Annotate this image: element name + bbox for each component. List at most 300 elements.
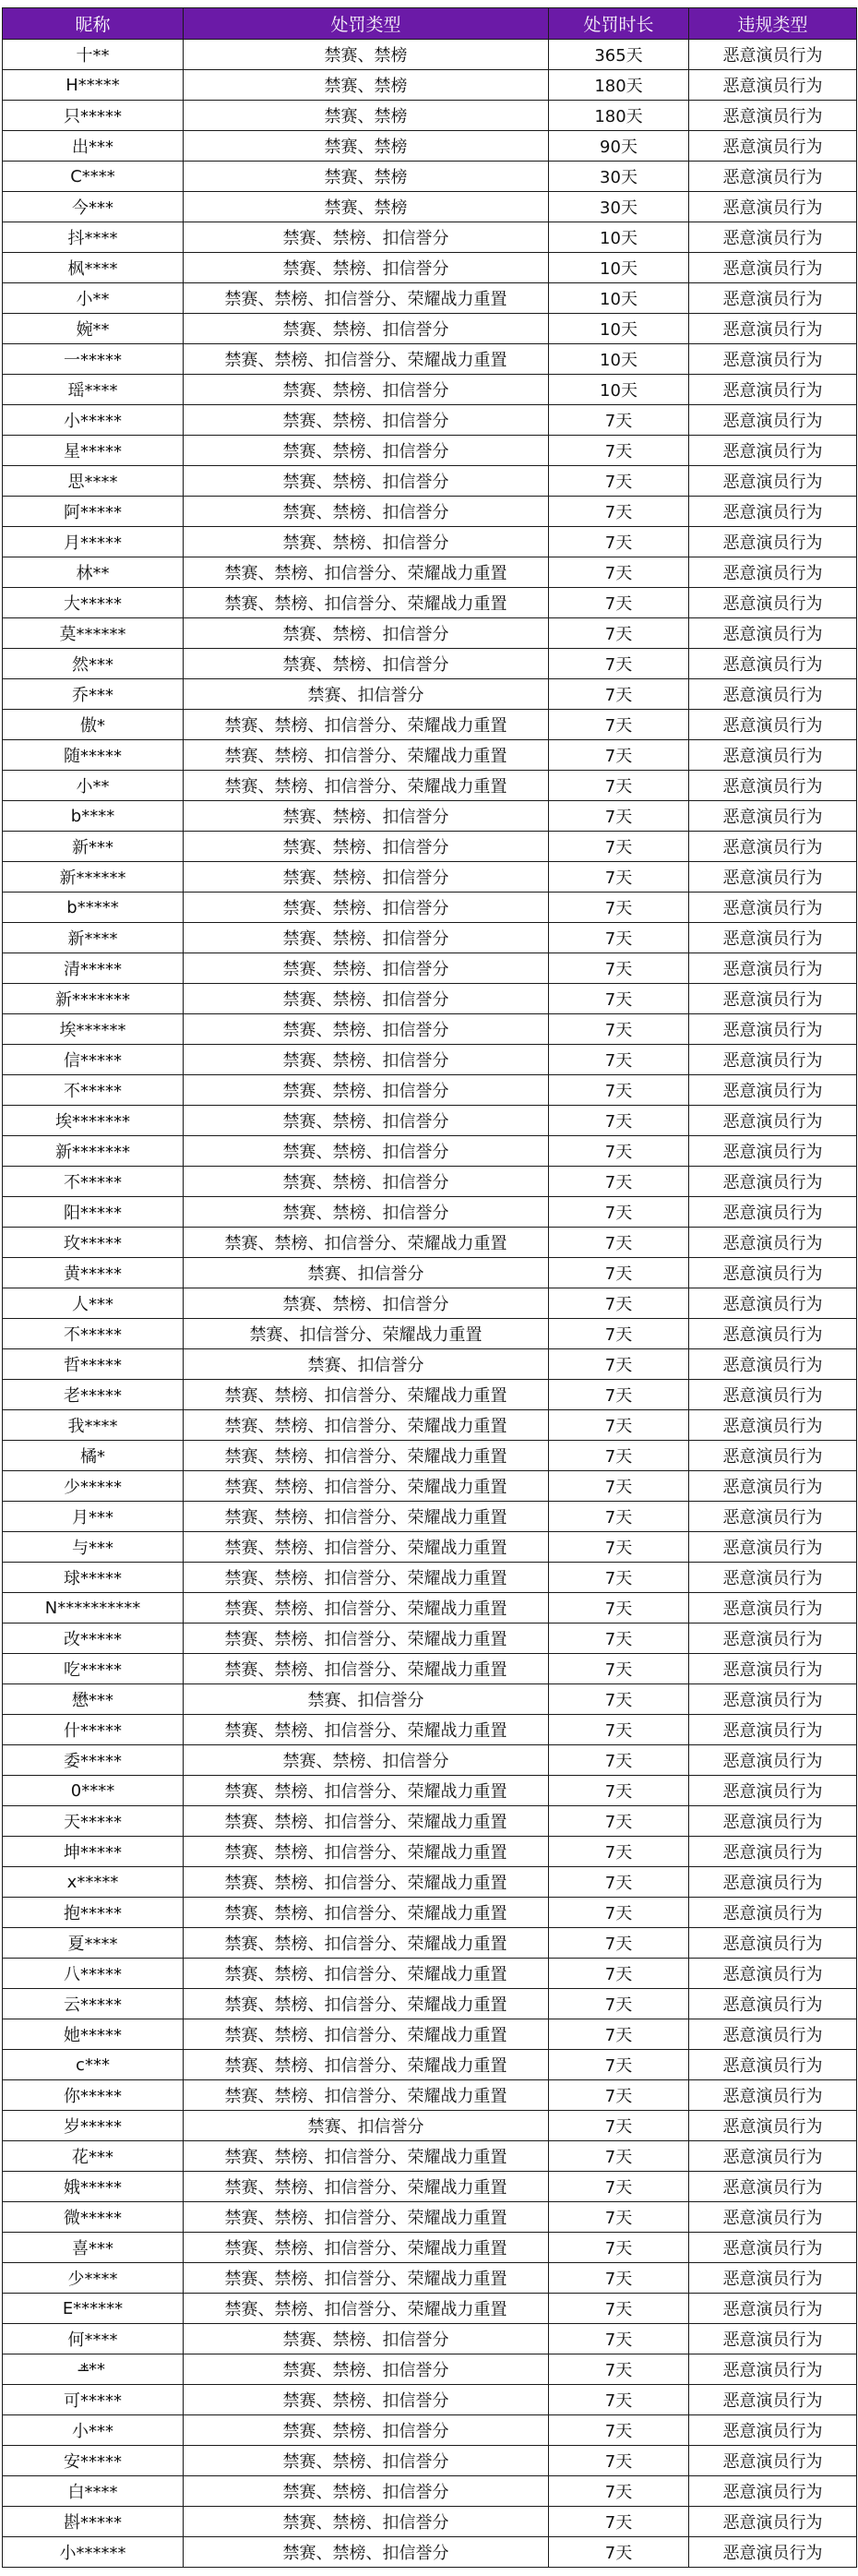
- cell-violation-type: 恶意演员行为: [689, 2111, 857, 2141]
- table-row: [3, 1136, 857, 1167]
- cell-penalty-type: 禁赛、禁榜、扣信誉分、荣耀战力重置: [184, 344, 549, 375]
- cell-penalty-type: 禁赛、禁榜、扣信誉分: [184, 801, 549, 832]
- table-row: [3, 2294, 857, 2324]
- cell-penalty-duration: 7天: [549, 2233, 689, 2263]
- cell-penalty-type: 禁赛、禁榜、扣信誉分、荣耀战力重置: [184, 2050, 549, 2080]
- cell-violation-type: 恶意演员行为: [689, 101, 857, 131]
- cell-violation-type: 恶意演员行为: [689, 2263, 857, 2294]
- cell-penalty-type: 禁赛、禁榜、扣信誉分、荣耀战力重置: [184, 2263, 549, 2294]
- table-row: [3, 375, 857, 405]
- cell-violation-type: 恶意演员行为: [689, 2019, 857, 2050]
- cell-penalty-duration: 180天: [549, 70, 689, 101]
- cell-violation-type: 恶意演员行为: [689, 771, 857, 801]
- cell-penalty-duration: 7天: [549, 2263, 689, 2294]
- cell-nickname: C****: [3, 162, 184, 192]
- table-row: [3, 832, 857, 862]
- cell-violation-type: 恶意演员行为: [689, 436, 857, 466]
- table-row: [3, 314, 857, 344]
- cell-nickname: 清*****: [3, 953, 184, 984]
- cell-nickname: 我****: [3, 1410, 184, 1441]
- cell-violation-type: 恶意演员行为: [689, 557, 857, 588]
- cell-violation-type: 恶意演员行为: [689, 1989, 857, 2019]
- cell-penalty-type: 禁赛、禁榜、扣信誉分: [184, 253, 549, 283]
- table-row: [3, 740, 857, 771]
- cell-violation-type: 恶意演员行为: [689, 740, 857, 771]
- cell-penalty-type: 禁赛、禁榜、扣信誉分: [184, 1075, 549, 1106]
- cell-nickname: x*****: [3, 1867, 184, 1898]
- cell-violation-type: 恶意演员行为: [689, 1258, 857, 1288]
- cell-nickname: 橘*: [3, 1441, 184, 1471]
- cell-penalty-duration: 7天: [549, 2019, 689, 2050]
- cell-nickname: 斟*****: [3, 2507, 184, 2537]
- cell-nickname: 人***: [3, 1288, 184, 1319]
- cell-violation-type: 恶意演员行为: [689, 1167, 857, 1197]
- cell-penalty-type: 禁赛、禁榜、扣信誉分、荣耀战力重置: [184, 1380, 549, 1410]
- cell-penalty-type: 禁赛、禁榜、扣信誉分、荣耀战力重置: [184, 1593, 549, 1623]
- cell-penalty-duration: 7天: [549, 923, 689, 953]
- cell-nickname: 懋***: [3, 1684, 184, 1715]
- cell-violation-type: 恶意演员行为: [689, 131, 857, 162]
- cell-penalty-type: 禁赛、禁榜、扣信誉分: [184, 2507, 549, 2537]
- cell-penalty-duration: 7天: [549, 771, 689, 801]
- table-row: [3, 1563, 857, 1593]
- cell-nickname: 微*****: [3, 2202, 184, 2233]
- cell-penalty-duration: 7天: [549, 2324, 689, 2354]
- table-row: [3, 1228, 857, 1258]
- table-row: [3, 2233, 857, 2263]
- cell-violation-type: 恶意演员行为: [689, 1136, 857, 1167]
- cell-nickname: 月***: [3, 1502, 184, 1532]
- table-row: [3, 101, 857, 131]
- cell-penalty-duration: 7天: [549, 2385, 689, 2415]
- table-row: [3, 1989, 857, 2019]
- cell-penalty-duration: 7天: [549, 2354, 689, 2385]
- table-row: [3, 1532, 857, 1563]
- table-row: [3, 649, 857, 679]
- cell-penalty-duration: 7天: [549, 862, 689, 893]
- cell-penalty-type: 禁赛、禁榜、扣信誉分、荣耀战力重置: [184, 1837, 549, 1867]
- cell-violation-type: 恶意演员行为: [689, 1745, 857, 1776]
- cell-penalty-duration: 7天: [549, 1319, 689, 1349]
- cell-penalty-duration: 7天: [549, 1928, 689, 1959]
- cell-penalty-duration: 7天: [549, 1806, 689, 1837]
- cell-penalty-type: 禁赛、禁榜、扣信誉分、荣耀战力重置: [184, 1867, 549, 1898]
- table-row: [3, 2080, 857, 2111]
- cell-penalty-duration: 7天: [549, 405, 689, 436]
- cell-penalty-duration: 10天: [549, 222, 689, 253]
- cell-nickname: 小**: [3, 283, 184, 314]
- cell-penalty-type: 禁赛、禁榜、扣信誉分: [184, 923, 549, 953]
- cell-violation-type: 恶意演员行为: [689, 1471, 857, 1502]
- table-row: [3, 344, 857, 375]
- cell-violation-type: 恶意演员行为: [689, 2354, 857, 2385]
- cell-penalty-duration: 7天: [549, 832, 689, 862]
- cell-nickname: 0****: [3, 1776, 184, 1806]
- table-row: [3, 1502, 857, 1532]
- table-row: [3, 1349, 857, 1380]
- cell-nickname: 吃*****: [3, 1654, 184, 1684]
- cell-violation-type: 恶意演员行为: [689, 2141, 857, 2172]
- cell-penalty-duration: 7天: [549, 2537, 689, 2568]
- table-row: [3, 1471, 857, 1502]
- cell-nickname: 瑶****: [3, 375, 184, 405]
- cell-penalty-type: 禁赛、禁榜、扣信誉分、荣耀战力重置: [184, 771, 549, 801]
- table-row: [3, 405, 857, 436]
- cell-nickname: 只*****: [3, 101, 184, 131]
- table-row: [3, 2415, 857, 2446]
- cell-penalty-duration: 7天: [549, 2141, 689, 2172]
- table-row: [3, 1745, 857, 1776]
- cell-penalty-type: 禁赛、禁榜、扣信誉分: [184, 2415, 549, 2446]
- cell-nickname: N**********: [3, 1593, 184, 1623]
- table-row: [3, 1441, 857, 1471]
- cell-violation-type: 恶意演员行为: [689, 801, 857, 832]
- cell-penalty-type: 禁赛、禁榜、扣信誉分: [184, 2476, 549, 2507]
- cell-violation-type: 恶意演员行为: [689, 1623, 857, 1654]
- cell-nickname: 林**: [3, 557, 184, 588]
- cell-penalty-duration: 7天: [549, 710, 689, 740]
- table-row: [3, 2324, 857, 2354]
- table-row: [3, 710, 857, 740]
- table-row: [3, 2446, 857, 2476]
- cell-penalty-duration: 7天: [549, 2507, 689, 2537]
- table-row: [3, 1319, 857, 1349]
- cell-nickname: 她*****: [3, 2019, 184, 2050]
- cell-nickname: 新****: [3, 923, 184, 953]
- cell-penalty-duration: 7天: [549, 588, 689, 618]
- cell-penalty-duration: 7天: [549, 1502, 689, 1532]
- cell-penalty-type: 禁赛、禁榜、扣信誉分: [184, 2354, 549, 2385]
- cell-penalty-type: 禁赛、禁榜、扣信誉分: [184, 1167, 549, 1197]
- cell-penalty-type: 禁赛、禁榜、扣信誉分: [184, 862, 549, 893]
- cell-nickname: 安*****: [3, 2446, 184, 2476]
- cell-nickname: b****: [3, 801, 184, 832]
- cell-violation-type: 恶意演员行为: [689, 679, 857, 710]
- cell-penalty-duration: 7天: [549, 497, 689, 527]
- table-row: [3, 1014, 857, 1045]
- cell-nickname: 玫*****: [3, 1228, 184, 1258]
- cell-penalty-type: 禁赛、禁榜、扣信誉分、荣耀战力重置: [184, 740, 549, 771]
- cell-nickname: 埃*******: [3, 1106, 184, 1136]
- cell-nickname: 出***: [3, 131, 184, 162]
- cell-penalty-type: 禁赛、禁榜、扣信誉分、荣耀战力重置: [184, 1563, 549, 1593]
- cell-penalty-type: 禁赛、禁榜、扣信誉分、荣耀战力重置: [184, 1502, 549, 1532]
- cell-violation-type: 恶意演员行为: [689, 588, 857, 618]
- cell-violation-type: 恶意演员行为: [689, 2080, 857, 2111]
- cell-violation-type: 恶意演员行为: [689, 1776, 857, 1806]
- cell-nickname: 少****: [3, 2263, 184, 2294]
- cell-penalty-type: 禁赛、禁榜、扣信誉分、荣耀战力重置: [184, 283, 549, 314]
- cell-violation-type: 恶意演员行为: [689, 923, 857, 953]
- cell-nickname: b*****: [3, 893, 184, 923]
- table-row: [3, 557, 857, 588]
- cell-violation-type: 恶意演员行为: [689, 344, 857, 375]
- cell-violation-type: 恶意演员行为: [689, 1045, 857, 1075]
- cell-penalty-type: 禁赛、禁榜、扣信誉分、荣耀战力重置: [184, 710, 549, 740]
- cell-penalty-type: 禁赛、扣信誉分: [184, 1684, 549, 1715]
- table-row: [3, 436, 857, 466]
- table-row: [3, 2354, 857, 2385]
- cell-penalty-type: 禁赛、禁榜、扣信誉分: [184, 984, 549, 1014]
- cell-violation-type: 恶意演员行为: [689, 497, 857, 527]
- cell-penalty-duration: 7天: [549, 1228, 689, 1258]
- cell-penalty-duration: 7天: [549, 1349, 689, 1380]
- cell-violation-type: 恶意演员行为: [689, 618, 857, 649]
- cell-penalty-type: 禁赛、禁榜、扣信誉分、荣耀战力重置: [184, 1989, 549, 2019]
- cell-violation-type: 恶意演员行为: [689, 222, 857, 253]
- cell-violation-type: 恶意演员行为: [689, 253, 857, 283]
- cell-nickname: 随*****: [3, 740, 184, 771]
- cell-penalty-duration: 7天: [549, 1167, 689, 1197]
- penalty-table: [2, 7, 857, 2568]
- cell-nickname: 信*****: [3, 1045, 184, 1075]
- cell-penalty-type: 禁赛、禁榜、扣信誉分、荣耀战力重置: [184, 1806, 549, 1837]
- cell-penalty-type: 禁赛、禁榜、扣信誉分: [184, 2537, 549, 2568]
- cell-nickname: 一*****: [3, 344, 184, 375]
- cell-penalty-duration: 180天: [549, 101, 689, 131]
- cell-violation-type: 恶意演员行为: [689, 1806, 857, 1837]
- cell-nickname: 阳*****: [3, 1197, 184, 1228]
- cell-violation-type: 恶意演员行为: [689, 1288, 857, 1319]
- cell-violation-type: 恶意演员行为: [689, 649, 857, 679]
- table-row: [3, 1715, 857, 1745]
- cell-penalty-type: 禁赛、扣信誉分: [184, 1258, 549, 1288]
- cell-nickname: 埃******: [3, 1014, 184, 1045]
- cell-nickname: 老*****: [3, 1380, 184, 1410]
- table-row: [3, 801, 857, 832]
- cell-violation-type: 恶意演员行为: [689, 192, 857, 222]
- table-row: [3, 618, 857, 649]
- cell-penalty-type: 禁赛、扣信誉分、荣耀战力重置: [184, 1319, 549, 1349]
- cell-violation-type: 恶意演员行为: [689, 2507, 857, 2537]
- table-row: [3, 1928, 857, 1959]
- cell-nickname: 不*****: [3, 1319, 184, 1349]
- table-row: [3, 2263, 857, 2294]
- cell-penalty-duration: 7天: [549, 1410, 689, 1441]
- cell-violation-type: 恶意演员行为: [689, 1715, 857, 1745]
- header-row: [3, 8, 857, 40]
- table-row: [3, 1075, 857, 1106]
- table-row: [3, 1898, 857, 1928]
- cell-penalty-duration: 7天: [549, 618, 689, 649]
- table-row: [3, 2507, 857, 2537]
- cell-nickname: 夏****: [3, 1928, 184, 1959]
- cell-penalty-type: 禁赛、禁榜、扣信誉分、荣耀战力重置: [184, 588, 549, 618]
- cell-violation-type: 恶意演员行为: [689, 1319, 857, 1349]
- cell-violation-type: 恶意演员行为: [689, 1502, 857, 1532]
- cell-violation-type: 恶意演员行为: [689, 1075, 857, 1106]
- cell-penalty-duration: 7天: [549, 1014, 689, 1045]
- cell-nickname: 新******: [3, 862, 184, 893]
- cell-penalty-duration: 7天: [549, 953, 689, 984]
- cell-violation-type: 恶意演员行为: [689, 1928, 857, 1959]
- cell-penalty-duration: 7天: [549, 1532, 689, 1563]
- cell-penalty-type: 禁赛、扣信誉分: [184, 1349, 549, 1380]
- cell-violation-type: 恶意演员行为: [689, 1593, 857, 1623]
- table-row: [3, 527, 857, 557]
- table-row: [3, 253, 857, 283]
- cell-penalty-type: 禁赛、禁榜、扣信誉分、荣耀战力重置: [184, 1471, 549, 1502]
- table-row: [3, 984, 857, 1014]
- cell-penalty-duration: 7天: [549, 649, 689, 679]
- table-row: [3, 2385, 857, 2415]
- cell-penalty-duration: 7天: [549, 1837, 689, 1867]
- cell-penalty-type: 禁赛、禁榜、扣信誉分、荣耀战力重置: [184, 1928, 549, 1959]
- cell-nickname: 八*****: [3, 1959, 184, 1989]
- cell-violation-type: 恶意演员行为: [689, 2202, 857, 2233]
- cell-penalty-type: 禁赛、禁榜、扣信誉分: [184, 2324, 549, 2354]
- cell-nickname: 抖****: [3, 222, 184, 253]
- cell-penalty-duration: 7天: [549, 1745, 689, 1776]
- table-row: [3, 2019, 857, 2050]
- cell-violation-type: 恶意演员行为: [689, 2050, 857, 2080]
- cell-penalty-type: 禁赛、禁榜、扣信誉分、荣耀战力重置: [184, 2202, 549, 2233]
- cell-nickname: 大*****: [3, 588, 184, 618]
- table-row: [3, 679, 857, 710]
- cell-penalty-type: 禁赛、禁榜: [184, 162, 549, 192]
- cell-penalty-type: 禁赛、禁榜、扣信誉分、荣耀战力重置: [184, 1959, 549, 1989]
- cell-penalty-type: 禁赛、禁榜、扣信誉分: [184, 1014, 549, 1045]
- cell-nickname: E******: [3, 2294, 184, 2324]
- table-row: [3, 497, 857, 527]
- cell-violation-type: 恶意演员行为: [689, 2537, 857, 2568]
- cell-penalty-duration: 10天: [549, 344, 689, 375]
- cell-penalty-duration: 7天: [549, 1380, 689, 1410]
- table-row: [3, 131, 857, 162]
- cell-penalty-type: 禁赛、禁榜、扣信誉分、荣耀战力重置: [184, 1898, 549, 1928]
- cell-violation-type: 恶意演员行为: [689, 1197, 857, 1228]
- cell-penalty-duration: 7天: [549, 1075, 689, 1106]
- cell-penalty-duration: 7天: [549, 1867, 689, 1898]
- cell-nickname: 新*******: [3, 984, 184, 1014]
- cell-nickname: 白****: [3, 2476, 184, 2507]
- table-row: [3, 862, 857, 893]
- table-row: [3, 1045, 857, 1075]
- cell-violation-type: 恶意演员行为: [689, 1349, 857, 1380]
- cell-penalty-type: 禁赛、禁榜、扣信誉分、荣耀战力重置: [184, 2141, 549, 2172]
- cell-violation-type: 恶意演员行为: [689, 2294, 857, 2324]
- cell-penalty-duration: 7天: [549, 1593, 689, 1623]
- cell-penalty-type: 禁赛、禁榜、扣信誉分: [184, 527, 549, 557]
- cell-penalty-duration: 7天: [549, 801, 689, 832]
- cell-penalty-duration: 7天: [549, 740, 689, 771]
- cell-penalty-duration: 7天: [549, 1441, 689, 1471]
- cell-penalty-type: 禁赛、禁榜: [184, 131, 549, 162]
- cell-violation-type: 恶意演员行为: [689, 1106, 857, 1136]
- cell-penalty-duration: 7天: [549, 1106, 689, 1136]
- cell-penalty-duration: 7天: [549, 2294, 689, 2324]
- table-row: [3, 1806, 857, 1837]
- cell-penalty-duration: 7天: [549, 2172, 689, 2202]
- table-row: [3, 1197, 857, 1228]
- cell-nickname: 傲*: [3, 710, 184, 740]
- cell-penalty-type: 禁赛、禁榜、扣信誉分: [184, 436, 549, 466]
- cell-penalty-type: 禁赛、禁榜、扣信誉分、荣耀战力重置: [184, 1776, 549, 1806]
- table-row: [3, 1867, 857, 1898]
- cell-nickname: 乔***: [3, 679, 184, 710]
- cell-penalty-type: 禁赛、禁榜、扣信誉分、荣耀战力重置: [184, 1654, 549, 1684]
- table-row: [3, 923, 857, 953]
- cell-nickname: 喜***: [3, 2233, 184, 2263]
- cell-penalty-duration: 7天: [549, 557, 689, 588]
- cell-violation-type: 恶意演员行为: [689, 1898, 857, 1928]
- cell-nickname: 委*****: [3, 1745, 184, 1776]
- cell-nickname: 今***: [3, 192, 184, 222]
- cell-nickname: 球*****: [3, 1563, 184, 1593]
- table-row: [3, 1106, 857, 1136]
- cell-penalty-duration: 7天: [549, 436, 689, 466]
- cell-penalty-type: 禁赛、禁榜、扣信誉分、荣耀战力重置: [184, 1623, 549, 1654]
- cell-penalty-duration: 7天: [549, 2415, 689, 2446]
- cell-penalty-duration: 30天: [549, 162, 689, 192]
- cell-nickname: 坤*****: [3, 1837, 184, 1867]
- cell-nickname: 与***: [3, 1532, 184, 1563]
- table-row: [3, 953, 857, 984]
- table-row: [3, 2476, 857, 2507]
- cell-penalty-duration: 7天: [549, 1898, 689, 1928]
- cell-nickname: 花***: [3, 2141, 184, 2172]
- table-row: [3, 2202, 857, 2233]
- table-row: [3, 162, 857, 192]
- cell-penalty-type: 禁赛、禁榜、扣信誉分、荣耀战力重置: [184, 1410, 549, 1441]
- cell-violation-type: 恶意演员行为: [689, 283, 857, 314]
- cell-penalty-type: 禁赛、禁榜、扣信誉分: [184, 405, 549, 436]
- cell-nickname: 不*****: [3, 1075, 184, 1106]
- cell-penalty-duration: 7天: [549, 1136, 689, 1167]
- cell-nickname: 可*****: [3, 2385, 184, 2415]
- cell-violation-type: 恶意演员行为: [689, 2324, 857, 2354]
- table-row: [3, 2050, 857, 2080]
- cell-violation-type: 恶意演员行为: [689, 527, 857, 557]
- cell-penalty-type: 禁赛、禁榜、扣信誉分: [184, 497, 549, 527]
- cell-penalty-duration: 30天: [549, 192, 689, 222]
- cell-penalty-type: 禁赛、禁榜、扣信誉分: [184, 649, 549, 679]
- cell-penalty-type: 禁赛、禁榜、扣信誉分: [184, 1745, 549, 1776]
- cell-nickname: 莫******: [3, 618, 184, 649]
- table-row: [3, 1410, 857, 1441]
- cell-nickname: 阿*****: [3, 497, 184, 527]
- cell-violation-type: 恶意演员行为: [689, 162, 857, 192]
- table-row: [3, 771, 857, 801]
- cell-violation-type: 恶意演员行为: [689, 1684, 857, 1715]
- cell-violation-type: 恶意演员行为: [689, 375, 857, 405]
- table-row: [3, 1167, 857, 1197]
- cell-penalty-type: 禁赛、扣信誉分: [184, 2111, 549, 2141]
- cell-nickname: 何****: [3, 2324, 184, 2354]
- table-row: [3, 1959, 857, 1989]
- table-row: [3, 40, 857, 70]
- cell-penalty-type: 禁赛、禁榜、扣信誉分: [184, 222, 549, 253]
- cell-nickname: 婉**: [3, 314, 184, 344]
- cell-penalty-duration: 90天: [549, 131, 689, 162]
- table-row: [3, 2111, 857, 2141]
- cell-penalty-type: 禁赛、禁榜、扣信誉分: [184, 314, 549, 344]
- cell-penalty-duration: 7天: [549, 679, 689, 710]
- cell-violation-type: 恶意演员行为: [689, 405, 857, 436]
- cell-penalty-duration: 7天: [549, 1563, 689, 1593]
- cell-penalty-duration: 7天: [549, 1197, 689, 1228]
- cell-nickname: 月*****: [3, 527, 184, 557]
- cell-nickname: 十**: [3, 40, 184, 70]
- cell-penalty-duration: 7天: [549, 1045, 689, 1075]
- cell-nickname: 小*****: [3, 405, 184, 436]
- cell-penalty-duration: 7天: [549, 2050, 689, 2080]
- cell-penalty-duration: 7天: [549, 1288, 689, 1319]
- cell-nickname: H*****: [3, 70, 184, 101]
- cell-nickname: 黄*****: [3, 1258, 184, 1288]
- cell-violation-type: 恶意演员行为: [689, 1959, 857, 1989]
- cell-penalty-duration: 10天: [549, 314, 689, 344]
